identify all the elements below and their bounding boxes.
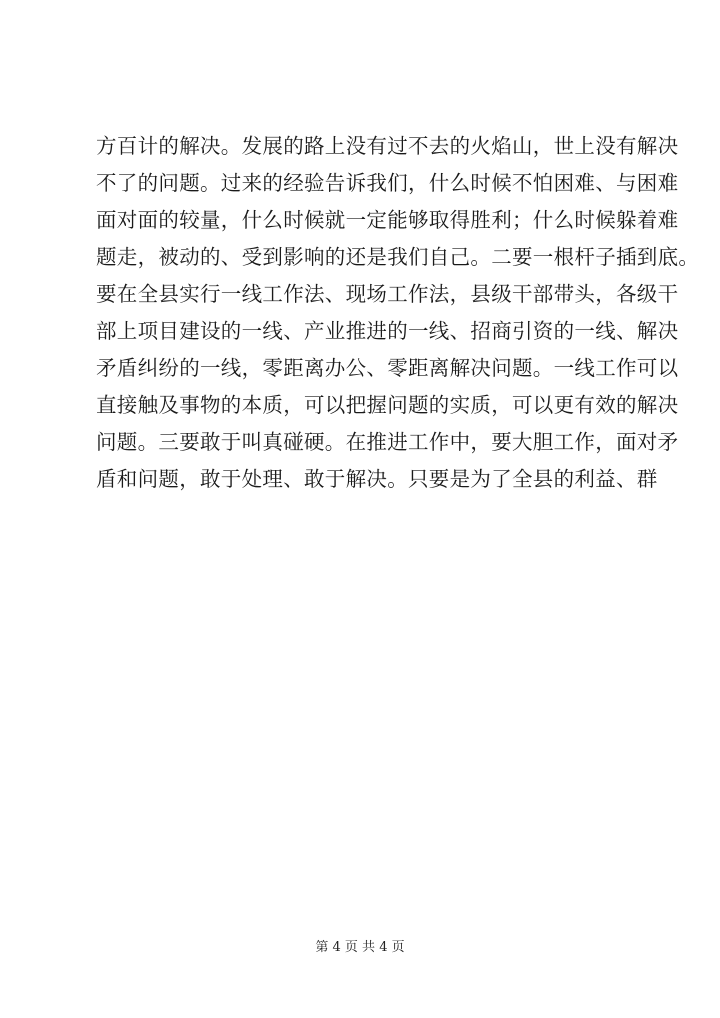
text-line: 问题。三要敢于叫真碰硬。在推进工作中，要大胆工作，面对矛 <box>96 430 679 454</box>
text-line: 盾和问题，敢于处理、敢于解决。只要是为了全县的利益、群 <box>96 467 658 491</box>
text-line: 方百计的解决。发展的路上没有过不去的火焰山，世上没有解决 <box>96 134 679 158</box>
text-line: 面对面的较量，什么时候就一定能够取得胜利；什么时候躲着难 <box>96 208 679 232</box>
page-footer <box>0 938 720 958</box>
text-line: 直接触及事物的本质，可以把握问题的实质，可以更有效的解决 <box>96 393 679 417</box>
text-line: 题走，被动的、受到影响的还是我们自己。二要一根杆子插到底。 <box>96 245 700 269</box>
text-line: 矛盾纠纷的一线，零距离办公、零距离解决问题。一线工作可以 <box>96 356 679 380</box>
text-line: 部上项目建设的一线、产业推进的一线、招商引资的一线、解决 <box>96 319 679 343</box>
text-line: 要在全县实行一线工作法、现场工作法，县级干部带头，各级干 <box>96 282 679 306</box>
text-line: 不了的问题。过来的经验告诉我们，什么时候不怕困难、与困难 <box>96 171 679 195</box>
page-number-label: 第 4 页 共 4 页 <box>315 940 405 955</box>
body-paragraph <box>96 128 700 498</box>
